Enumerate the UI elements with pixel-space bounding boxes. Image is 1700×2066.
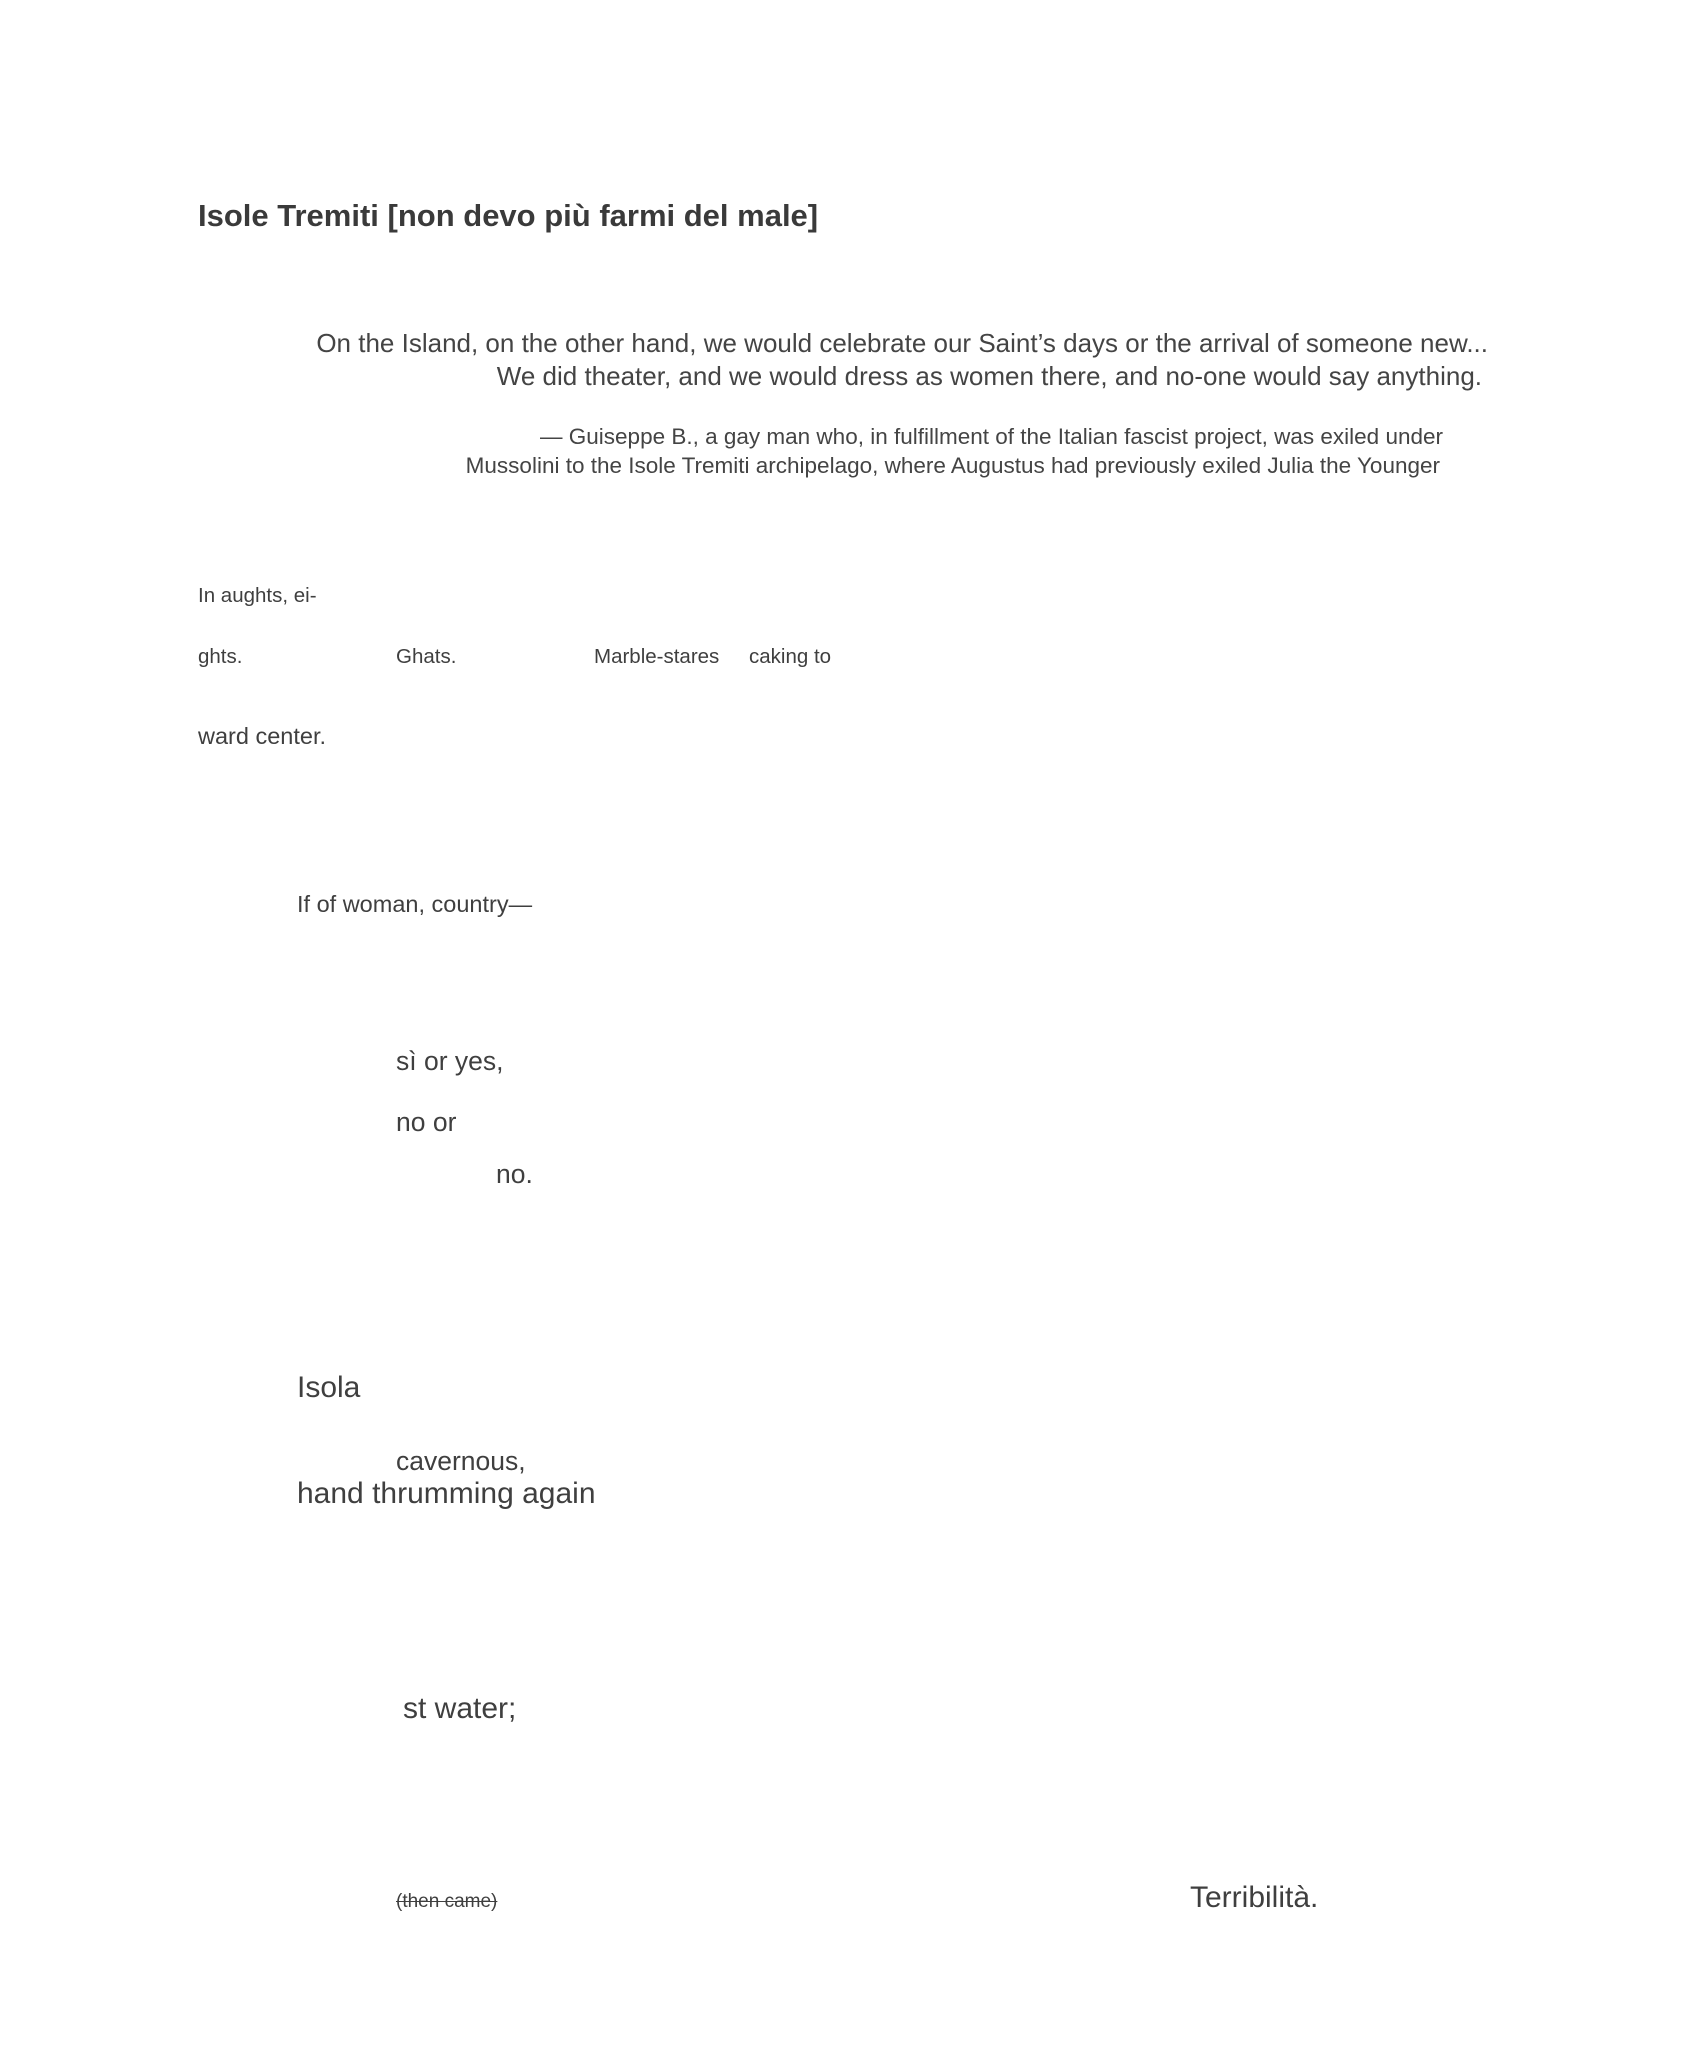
poem-word-ghats: Ghats. bbox=[396, 645, 457, 668]
poem-line-aughts: In aughts, ei- bbox=[198, 584, 317, 607]
poem-line-st-water: st water; bbox=[403, 1692, 517, 1725]
poem-word-isola: Isola bbox=[297, 1371, 361, 1404]
poem-word-ghts: ghts. bbox=[198, 645, 243, 668]
poem-line-si-or-yes: sì or yes, bbox=[396, 1046, 504, 1076]
poem-word-caking-to: caking to bbox=[749, 645, 832, 668]
epigraph-line-2: We did theater, and we would dress as women there, and no-one would say anything. bbox=[496, 361, 1482, 391]
poem-line-no: no. bbox=[496, 1159, 533, 1189]
poem-line-hand-thrumming: hand thrumming again bbox=[297, 1477, 596, 1510]
poem-struck-then-came: (then came) bbox=[396, 1891, 498, 1912]
poem-line-woman-country: If of woman, country— bbox=[297, 891, 533, 917]
poem-title: Isole Tremiti [non devo più farmi del male] bbox=[198, 198, 819, 233]
poem-word-marble-stares: Marble-stares bbox=[594, 645, 720, 668]
poem-word-terribilita: Terribilità. bbox=[1190, 1881, 1319, 1914]
epigraph-line-1: On the Island, on the other hand, we would celebrate our Saint’s days or the arrival of someone new... bbox=[316, 328, 1488, 358]
poem-line-cavernous: cavernous, bbox=[396, 1446, 526, 1476]
epigraph-attribution-line-1: — Guiseppe B., a gay man who, in fulfillment of the Italian fascist project, was exiled under bbox=[540, 424, 1443, 449]
poem-line-no-or: no or bbox=[396, 1107, 457, 1137]
epigraph-attribution-line-2: Mussolini to the Isole Tremiti archipelago, where Augustus had previously exiled Julia the Younger bbox=[465, 453, 1440, 478]
poem-line-ward-center: ward center. bbox=[198, 723, 327, 749]
